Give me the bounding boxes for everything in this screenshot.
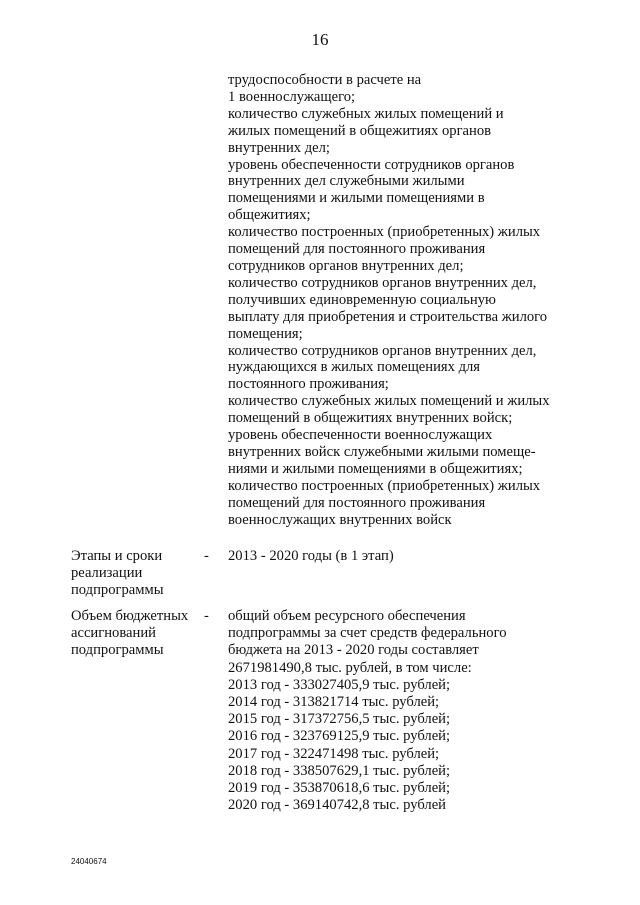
budget-dash: - <box>204 608 209 624</box>
indicators-continuation-text: трудоспособности в расчете на 1 военнослужащего; количество служебных жилых помещений и жилых помещений в общежитиях органов внутренних дел; уровень обеспеченности сотрудников органов внутренних дел служебными жилыми помещениями и жилыми помещениями в общежитиях; количество построенных (приобретенных) жилых помещений для постоянного проживания сотрудников органов внутренних дел; количество сотрудников органов внутренних дел, получивших единовременную социальную выплату для приобретения и строительства жилого помещения; количество сотрудников органов внутренних дел, нуждающихся в жилых помещениях для постоянного проживания; количество служебных жилых помещений и жилых помещений в общежитиях внутренних войск; уровень обеспеченности военнослужащих внутренних войск служебными жилыми помеще- ниями и жилыми помещениями в общежитиях; количество построенных (приобретенных) жилых помещений для постоянного проживания военнослужащих внутренних войск <box>228 72 550 528</box>
stages-value: 2013 - 2020 годы (в 1 этап) <box>228 548 394 564</box>
budget-label: Объем бюджетных ассигнований подпрограммы <box>71 608 189 659</box>
stages-dash: - <box>204 548 209 564</box>
budget-value: общий объем ресурсного обеспечения подпрограммы за счет средств федерального бюджета на 2013 - 2020 годы составляет 2671981490,8 тыс. рублей, в том числе: 2013 год - 333027405,9 тыс. рублей; 2014 год - 313821714 тыс. рублей; 2015 год - 317372756,5 тыс. рублей; 2016 год - 323769125,9 тыс. рублей; 2017 год - 322471498 тыс. рублей; 2018 год - 338507629,1 тыс. рублей; 2019 год - 353870618,6 тыс. рублей; 2020 год - 369140742,8 тыс. рублей <box>228 608 507 814</box>
document-code: 24040674 <box>71 857 107 866</box>
stages-label: Этапы и сроки реализации подпрограммы <box>71 548 164 599</box>
page-number: 16 <box>311 30 329 49</box>
